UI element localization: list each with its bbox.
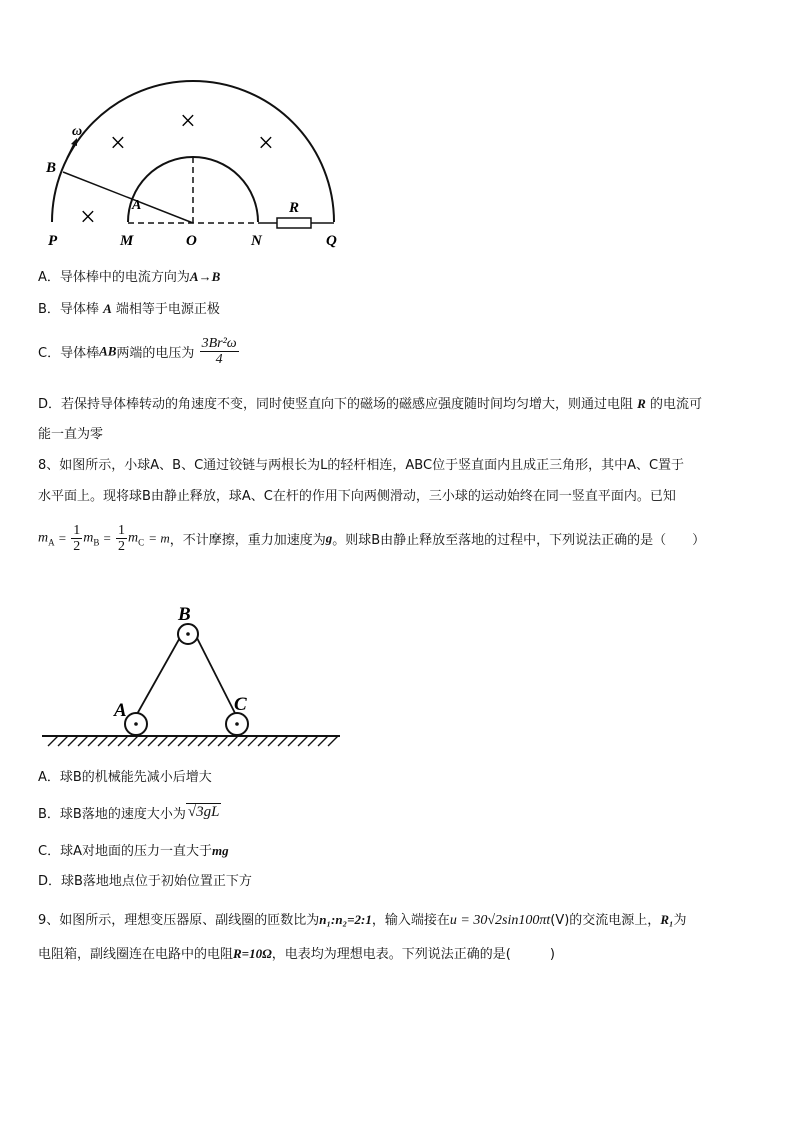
label-ball-c: C (234, 694, 247, 715)
eq-frac-2 (116, 523, 127, 554)
q7-option-a (38, 268, 220, 287)
label-P: P (48, 233, 58, 249)
q9-text-e: 电阻箱，副线圈连在电路中的电阻 (38, 947, 234, 962)
fraction-numerator: 3Br²ω (201, 336, 237, 351)
q8-stem-line3 (38, 523, 705, 554)
label-omega: ω (72, 124, 83, 139)
label-Q: Q (326, 233, 337, 249)
label-R: R (289, 200, 300, 216)
eq-sub-a: A (48, 537, 55, 548)
ball-c-center (235, 722, 239, 726)
eq-frac-1 (71, 523, 82, 554)
q7-option-b-suffix: 端相等于电源正极 (115, 302, 220, 317)
fraction-numerator: 1 (73, 523, 81, 538)
label-N: N (251, 233, 262, 249)
q8-option-b (38, 803, 221, 822)
eq-tail: = m (148, 530, 170, 546)
q8-line3-rest: 。则球B由静止释放至落地的过程中，下列说法正确的是（ ） (332, 533, 706, 548)
omega-arrowhead (71, 138, 77, 146)
q7-option-c-var: AB (99, 343, 117, 359)
three-ball-diagram (40, 598, 350, 758)
q9-text-d: 为 (673, 913, 687, 928)
label-M: M (120, 233, 134, 249)
q8-option-c-text: C．球A对地面的压力一直大于 (38, 844, 212, 859)
label-ball-b: B (178, 604, 191, 625)
q8-stem-line2: 水平面上。现将球B由静止释放，球A、C在杆的作用下向两侧滑动，三小球的运动始终在同一竖直平面内。已知 (38, 489, 676, 504)
fraction-denominator: 2 (73, 539, 81, 554)
ball-b-center (186, 632, 190, 636)
q8-line3-text: ，不计摩擦，重力加速度为 (169, 533, 326, 548)
q9-text-c: (V)的交流电源上， (550, 913, 661, 928)
fraction-denominator: 4 (215, 352, 223, 367)
label-ball-a: A (114, 700, 127, 721)
q7-option-a-expr: A→B (189, 269, 221, 284)
eq-sub-b: B (93, 537, 100, 548)
q7-option-c (38, 336, 240, 367)
q7-option-d-var: R (637, 396, 646, 411)
eq-equals: = (103, 530, 111, 546)
eq-m: m (128, 530, 139, 546)
q9-r1: R₁ (660, 912, 674, 927)
q9-ratio: n₁:n₂=2:1 (319, 912, 372, 927)
q9-stem-line2 (38, 945, 555, 964)
q9-text-b: ，输入端接在 (371, 913, 450, 928)
label-A: A (132, 198, 142, 213)
q7-option-b-text: B．导体棒 (38, 302, 99, 317)
q8-option-c-expr: mg (211, 843, 229, 858)
q8-option-c (38, 842, 229, 861)
q9-text-f: ，电表均为理想电表。下列说法正确的是( ) (271, 947, 555, 962)
q7-option-c-fraction (200, 336, 239, 367)
eq-sub-c: C (138, 537, 145, 548)
eq-m: m (38, 530, 49, 546)
label-O: O (186, 233, 197, 249)
q7-option-c-mid: 两端的电压为 (116, 346, 195, 361)
q9-r-value: R=10Ω (233, 946, 272, 961)
ball-a-center (134, 722, 138, 726)
eq-m: m (83, 530, 94, 546)
q8-stem-line1: 8、如图所示，小球A、B、C通过铰链与两根长为L的轻杆相连，ABC位于竖直面内且成正三角形，其中A、C置于 (38, 458, 685, 473)
fraction-denominator: 2 (118, 539, 126, 554)
fraction-numerator: 1 (118, 523, 126, 538)
resistor-R (277, 218, 311, 228)
eq-equals: = (58, 530, 67, 546)
label-B: B (46, 160, 57, 176)
ground-hatching (48, 736, 338, 746)
q7-option-c-text: C．导体棒 (38, 346, 100, 361)
magnetic-field-diagram (40, 80, 350, 250)
q8-option-d: D．球B落地地点位于初始位置正下方 (38, 874, 252, 889)
q7-option-d-text: D．若保持导体棒转动的角速度不变，同时使竖直向下的磁场的磁感应强度随时间均匀增大，则通过电阻 (38, 397, 634, 412)
q8-option-b-expr: √3gL (187, 804, 220, 820)
q7-option-d-text-end: 的电流可 (649, 397, 702, 412)
q8-g: g (325, 530, 333, 546)
q8-option-a: A．球B的机械能先减小后增大 (38, 770, 212, 785)
field-cross: × (80, 202, 96, 233)
q7-option-d-line2: 能一直为零 (38, 427, 104, 442)
q7-option-a-text: A．导体棒中的电流方向为 (38, 270, 190, 285)
field-cross: × (110, 128, 126, 159)
field-cross: × (180, 106, 196, 137)
rod-ab (132, 634, 182, 723)
q9-stem-line1 (38, 909, 687, 929)
q7-option-d-line1 (38, 395, 702, 414)
q7-option-b (38, 300, 220, 319)
q9-voltage-expr: u = 30√2sin100πt (449, 913, 551, 928)
q7-option-b-var: A (103, 301, 112, 316)
q9-text-a: 9、如图所示，理想变压器原、副线圈的匝数比为 (38, 913, 320, 928)
field-cross: × (258, 128, 274, 159)
q8-option-b-text: B．球B落地的速度大小为 (38, 807, 186, 822)
